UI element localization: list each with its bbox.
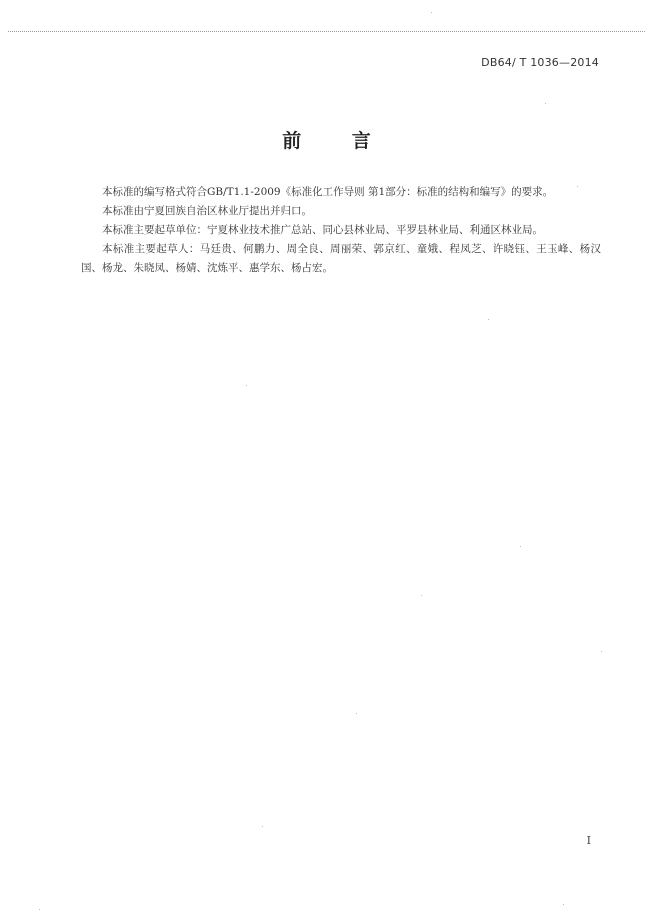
paragraph-drafting-units: 本标准主要起草单位：宁夏林业技术推广总站、同心县林业局、平罗县林业局、利通区林业局。 <box>102 224 543 236</box>
header-divider <box>8 31 645 32</box>
scan-speck <box>577 186 578 187</box>
scan-speck <box>520 546 521 547</box>
scan-speck <box>563 904 564 905</box>
scan-speck <box>431 12 432 13</box>
scan-speck <box>39 909 40 910</box>
page-number: I <box>586 834 591 847</box>
scan-speck <box>356 713 357 714</box>
paragraph-drafters: 本标准主要起草人：马廷贵、何鹏力、周全良、周丽荣、郭京红、童娥、程凤芝、许晓钰、王玉峰、杨汉国、杨龙、朱晓凤、杨婧、沈炼平、惠学东、杨占宏。 <box>81 243 601 274</box>
page-title: 前 言 <box>282 130 393 152</box>
foreword-body <box>81 183 601 278</box>
standard-number: DB64/ T 1036—2014 <box>481 56 599 69</box>
scan-speck <box>545 103 546 104</box>
scan-speck <box>262 826 263 827</box>
paragraph-proposer: 本标准由宁夏回族自治区林业厅提出并归口。 <box>102 205 312 217</box>
paragraph-format-compliance: 本标准的编写格式符合GB/T1.1-2009《标准化工作导则 第1部分：标准的结构和编写》的要求。 <box>102 186 554 198</box>
scan-speck <box>421 595 422 596</box>
scan-speck <box>601 651 602 652</box>
scan-speck <box>488 319 489 320</box>
scan-speck <box>246 385 247 386</box>
